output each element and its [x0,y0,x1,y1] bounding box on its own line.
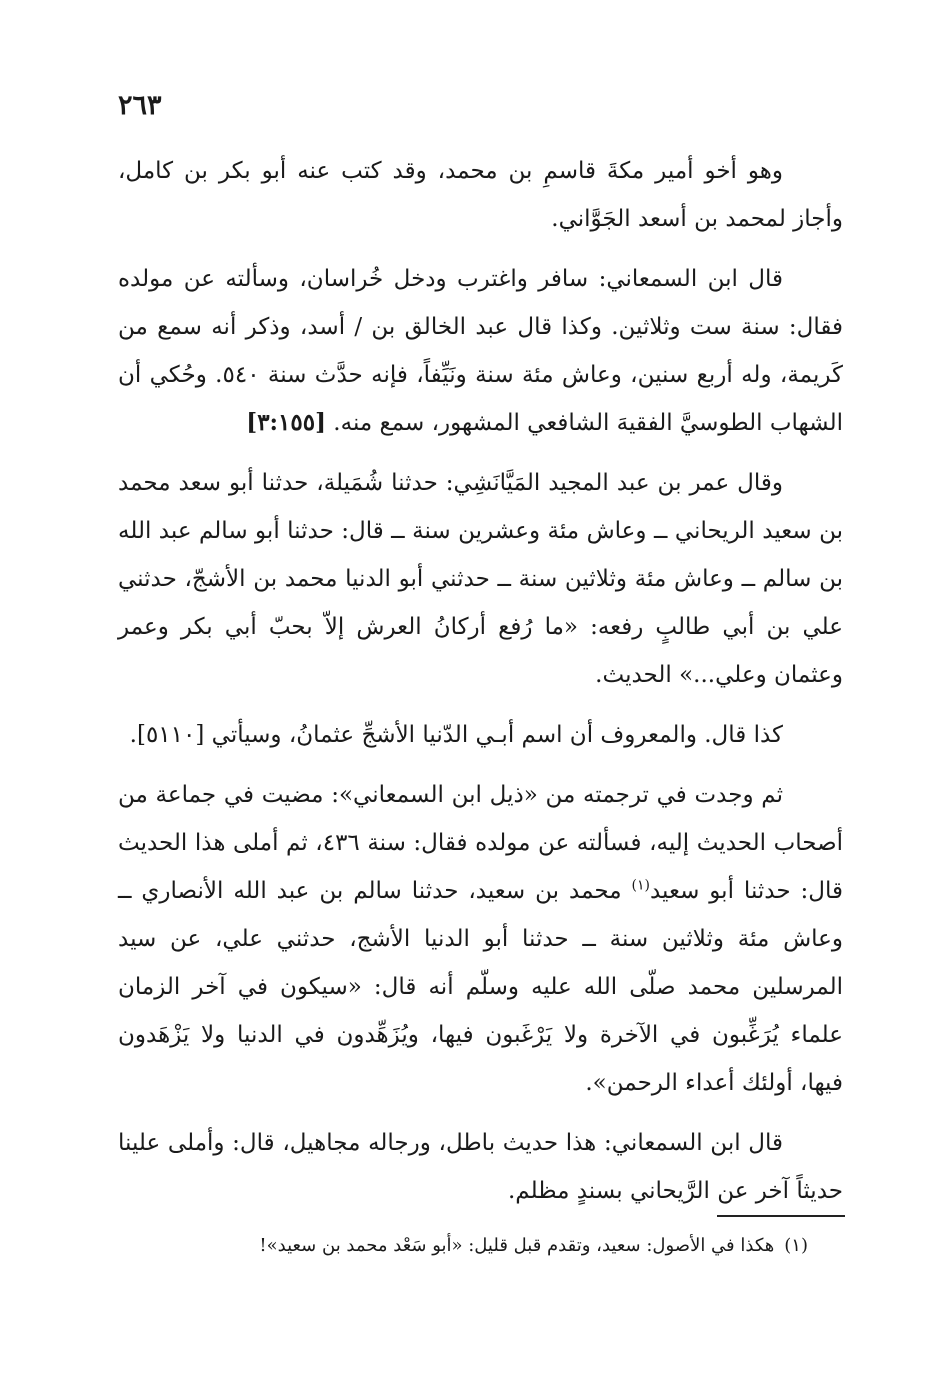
page-number: ٢٦٣ [118,90,162,121]
paragraph-6: قال ابن السمعاني: هذا حديث باطل، ورجاله مجاهيل، قال: وأملى علينا حديثاً آخر عن الرَّيحاني بسندٍ مظلم. [118,1130,843,1204]
footnote [118,1230,808,1262]
footnote-marker: (١) [784,1235,808,1256]
footnote-text: هكذا في الأصول: سعيد، وتقدم قبل قليل: «أبو سَعْد محمد بن سعيد»! [259,1235,775,1256]
footnote-reference[interactable]: (١) [631,877,650,894]
main-text [118,147,843,1227]
paragraph-5-continuation: محمد بن سعيد، حدثنا سالم بن عبد الله الأنصاري ــ وعاش مئة وثلاثين سنة ــ حدثنا أبو الدنيا الأشج، حدثني علي، عن سيد المرسلين محمد صلّى الله عليه وسلّم أنه قال: «سيكون في آخر الزمان علماء يُرَغِّبون في الآخرة ولا يَرْغَبون فيها، ويُزَهِّدون في الدنيا ولا يَزْهَدون فيها، أولئك أعداء الرحمن». [118,878,843,1096]
paragraph-5-text: ثم وجدت في ترجمته من «ذيل ابن السمعاني»: مضيت في جماعة من أصحاب الحديث إليه، فسألته عن مولده فقال: سنة ٤٣٦، ثم أملى هذا الحديث قال: حدثنا أبو سعيد [118,782,843,904]
paragraph-4: كذا قال. والمعروف أن اسم أبـي الدّنيا الأشجِّ عثمانُ، وسيأتي [٥١١٠]. [129,722,783,748]
paragraph-1: وهو أخو أمير مكةَ قاسمِ بن محمد، وقد كتب عنه أبو بكر بن كامل، وأجاز لمحمد بن أسعد الجَوَّاني. [118,158,843,232]
paragraph-3: وقال عمر بن عبد المجيد المَيَّانَشِي: حدثنا شُمَيلة، حدثنا أبو سعد محمد بن سعيد الريحاني ــ وعاش مئة وعشرين سنة ــ قال: حدثنا أبو سالم عبد الله بن سالم ــ وعاش مئة وثلاثين سنة ــ حدثني أبو الدنيا محمد بن الأشجّ، حدثني علي بن أبي طالبٍ رفعه: «ما رُفع أركانُ العرش إلاّ بحبّ أبي بكر وعمر وعثمان وعلي...» الحديث. [118,470,843,688]
paragraph-5 [118,771,843,1107]
footnote-divider [717,1215,845,1217]
paragraph-2 [118,255,843,447]
paragraph-2-text: قال ابن السمعاني: سافر واغترب ودخل خُراسان، وسألته عن مولده فقال: سنة ست وثلاثين. وكذا قال عبد الخالق بن / أسد، وذكر أنه سمع من كَريمة، وله أربع سنين، وعاش مئة سنة ونَيِّفاً، فإنه حدَّث سنة ٥٤٠. وحُكي أن الشهاب الطوسيَّ الفقيهَ الشافعي المشهور، سمع منه. [118,266,843,436]
margin-reference: [٣:١٥٥] [246,409,326,436]
